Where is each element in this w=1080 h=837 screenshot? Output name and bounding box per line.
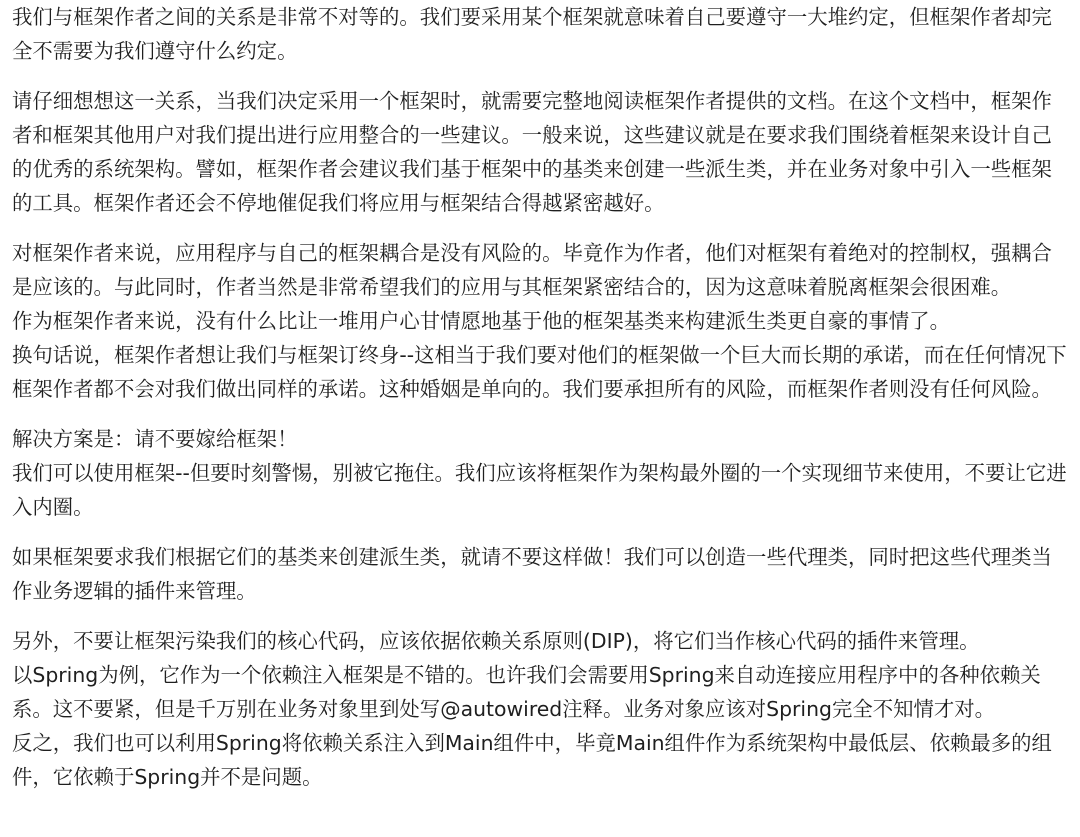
paragraph-line: 我们可以使用框架--但要时刻警惕，别被它拖住。我们应该将框架作为架构最外圈的一个实现细节来使用，不要让它进入内圈。 [12, 461, 1067, 519]
paragraph-framework-docs [12, 84, 1068, 220]
paragraph-framework-asymmetry [12, 0, 1068, 68]
paragraph-line: 请仔细想想这一关系，当我们决定采用一个框架时，就需要完整地阅读框架作者提供的文档。在这个文档中，框架作者和框架其他用户对我们提出进行应用整合的一些建议。一般来说，这些建议就是在要求我们围绕着框架来设计自己的优秀的系统架构。譬如，框架作者会建议我们基于框架中的基类来创建一些派生类，并在业务对象中引入一些框架的工具。框架作者还会不停地催促我们将应用与框架结合得越紧密越好。 [12, 89, 1052, 215]
paragraph-line: 如果框架要求我们根据它们的基类来创建派生类，就请不要这样做！我们可以创造一些代理类，同时把这些代理类当作业务逻辑的插件来管理。 [12, 545, 1052, 603]
paragraph-line: 我们与框架作者之间的关系是非常不对等的。我们要采用某个框架就意味着自己要遵守一大堆约定，但框架作者却完全不需要为我们遵守什么约定。 [12, 5, 1052, 63]
paragraph-line: 反之，我们也可以利用Spring将依赖关系注入到Main组件中，毕竟Main组件作为系统架构中最低层、依赖最多的组件，它依赖于Spring并不是问题。 [12, 731, 1052, 789]
paragraph-line: 对框架作者来说，应用程序与自己的框架耦合是没有风险的。毕竟作为作者，他们对框架有着绝对的控制权，强耦合是应该的。与此同时，作者当然是非常希望我们的应用与其框架紧密结合的，因为这意味着脱离框架会很困难。 [12, 241, 1052, 299]
paragraph-line: 另外，不要让框架污染我们的核心代码，应该依据依赖关系原则(DIP)，将它们当作核心代码的插件来管理。 [12, 629, 980, 653]
paragraph-spring-example [12, 624, 1068, 794]
paragraph-line: 解决方案是：请不要嫁给框架！ [12, 427, 298, 451]
paragraph-line: 作为框架作者来说，没有什么比让一堆用户心甘情愿地基于他的框架基类来构建派生类更自豪的事情了。 [12, 309, 950, 333]
paragraph-line: 换句话说，框架作者想让我们与框架订终身--这相当于我们要对他们的框架做一个巨大而长期的承诺，而在任何情况下框架作者都不会对我们做出同样的承诺。这种婚姻是单向的。我们要承担所有的风险，而框架作者则没有任何风险。 [12, 343, 1067, 401]
paragraph-line: 以Spring为例，它作为一个依赖注入框架是不错的。也许我们会需要用Spring来自动连接应用程序中的各种依赖关系。这不要紧，但是千万别在业务对象里到处写@autowired注释。业务对象应该对Spring完全不知情才对。 [12, 663, 1041, 721]
paragraph-solution [12, 422, 1068, 524]
paragraph-coupling-risk [12, 236, 1068, 406]
paragraph-proxy-classes [12, 540, 1068, 608]
